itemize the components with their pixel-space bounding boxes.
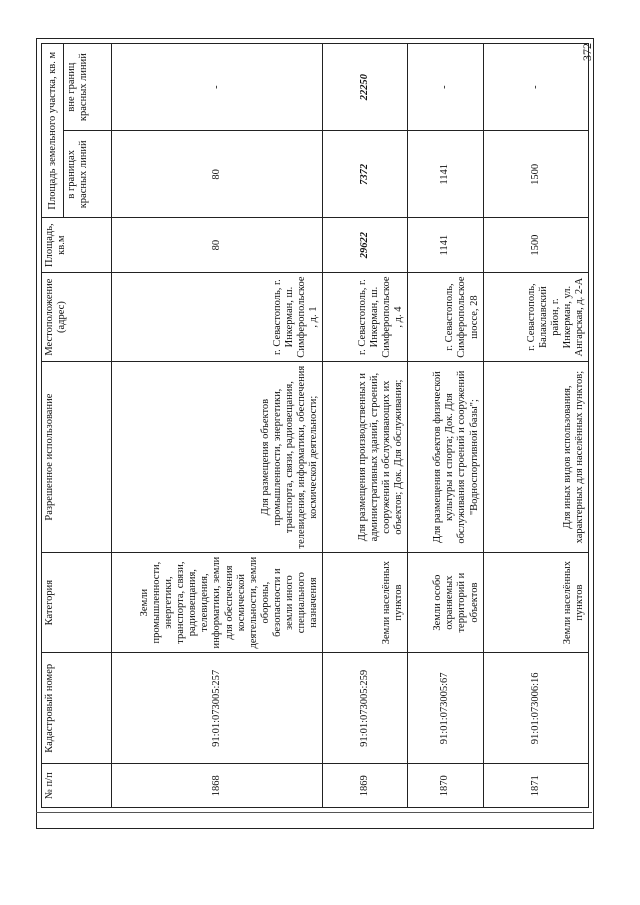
table-row <box>112 44 323 808</box>
header-plot-area: Площадь земельного участка, кв. м <box>42 44 64 218</box>
land-plots-table <box>41 43 589 808</box>
permitted-use: Для размещения производственных и административных зданий, строений, сооружений и обслуживающих их объектов; Док. Для обслуживания; <box>323 362 408 553</box>
location-address: г. Севастополь, Балаклавский район, г. Инкерман, ул. Ангарская, д. 2-А <box>483 272 588 361</box>
header-area: Площадь, кв.м <box>42 218 112 272</box>
land-category: Земли населённых пунктов <box>483 552 588 652</box>
location-address: г. Севастополь, г. Инкерман, ш. Симферопольское, д. 4 <box>323 272 408 361</box>
cadastral-number: 91:01:073006:16 <box>483 653 588 764</box>
permitted-use: Для размещения объектов физической культуры и спорта; Док. Для обслуживания строений и сооружений "Водноспортивной базы"; <box>408 362 483 553</box>
land-category: Земли населённых пунктов <box>323 552 408 652</box>
location-address: г. Севастополь, Симферопольское шоссе, 28 <box>408 272 483 361</box>
table-row <box>408 44 483 808</box>
table-row <box>483 44 588 808</box>
header-cadastral: Кадастровый номер <box>42 653 112 764</box>
header-outside: вне границ красных линий <box>64 44 112 131</box>
area-outside-red-lines: 22250 <box>323 44 408 131</box>
row-number: 1869 <box>323 764 408 808</box>
rotated-table-container <box>41 43 589 808</box>
area-value: 1141 <box>408 218 483 272</box>
header-category: Категория <box>42 552 112 652</box>
area-outside-red-lines: - <box>408 44 483 131</box>
header-location: Местоположение (адрес) <box>42 272 112 361</box>
permitted-use: Для иных видов использования, характерных для населённых пунктов; <box>483 362 588 553</box>
area-value: 29622 <box>323 218 408 272</box>
land-category: Земли особо охраняемых территорий и объектов <box>408 552 483 652</box>
cadastral-number: 91:01:073005:257 <box>112 653 323 764</box>
row-number: 1868 <box>112 764 323 808</box>
area-outside-red-lines: - <box>483 44 588 131</box>
cadastral-number: 91:01:073005:67 <box>408 653 483 764</box>
table-row <box>323 44 408 808</box>
page-number: 372 <box>580 43 594 61</box>
cadastral-number: 91:01:073005:259 <box>323 653 408 764</box>
area-value: 80 <box>112 218 323 272</box>
area-outside-red-lines: - <box>112 44 323 131</box>
land-category: Земли промышленности, энергетики, транспорта, связи, радиовещания, телевидения, информатики, земли для обеспечения космической деятельности, земли обороны, безопасности и земли иного специального назначения <box>112 552 323 652</box>
location-address: г. Севастополь, г. Инкерман, ш. Симферопольское, д. 1 <box>112 272 323 361</box>
area-value: 1500 <box>483 218 588 272</box>
row-number: 1870 <box>408 764 483 808</box>
row-number: 1871 <box>483 764 588 808</box>
header-num: № п/п <box>42 764 112 808</box>
bottom-rule <box>36 812 592 813</box>
header-within: в границах красных линий <box>64 131 112 218</box>
header-row-top <box>42 44 64 808</box>
permitted-use: Для размещения объектов промышленности, энергетики, транспорта, связи, радиовещания, телевидения, информатики, обеспечения космической деятельности; <box>112 362 323 553</box>
area-within-red-lines: 80 <box>112 131 323 218</box>
area-within-red-lines: 7372 <box>323 131 408 218</box>
area-within-red-lines: 1141 <box>408 131 483 218</box>
area-within-red-lines: 1500 <box>483 131 588 218</box>
header-permitted-use: Разрешенное использование <box>42 362 112 553</box>
